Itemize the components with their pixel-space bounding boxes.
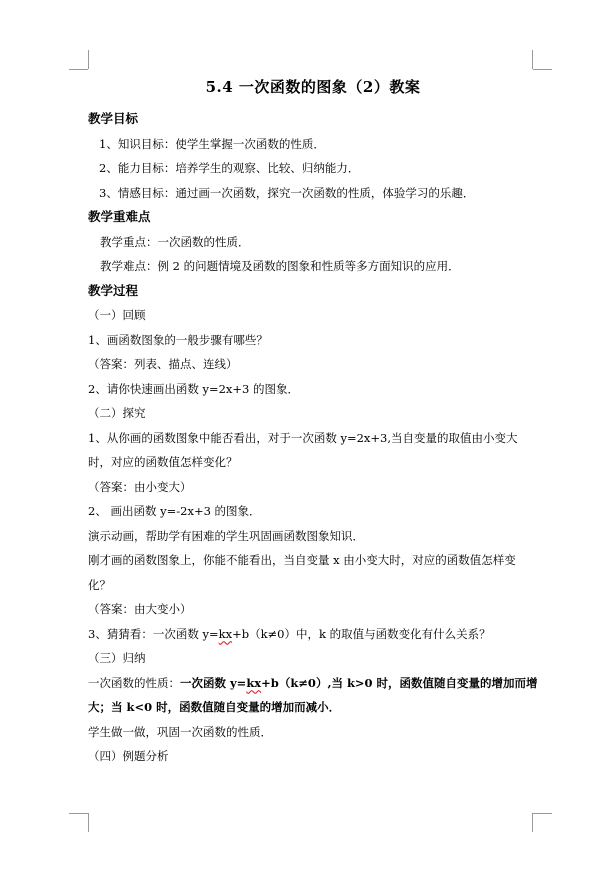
explore-question-3: 刚才画的函数图象上，你能不能看出，当自变量 x 由小变大时，对应的函数值怎样变化？ — [88, 553, 516, 592]
review-question-2: 2、请你快速画出函数 y=2x+3 的图象． — [88, 381, 300, 396]
section-heading-process: 教学过程 — [88, 282, 139, 298]
crop-mark-bottom-left-h — [69, 813, 88, 814]
section-heading-goals: 教学目标 — [88, 111, 139, 126]
explore-question-2: 2、 画出函数 y=-2x+3 的图象． — [88, 504, 261, 518]
crop-mark-top-right-h — [533, 69, 552, 70]
goal-item-2: 2、能力目标：培养学生的观察、比较、归纳能力． — [99, 161, 360, 175]
explore-question-4 — [88, 622, 538, 647]
summary-practice: 学生做一做，巩固一次函数的性质． — [88, 724, 272, 739]
subsection-summary: （三）归纳 — [88, 651, 146, 665]
guess-kx: kx — [218, 626, 233, 641]
subsection-examples: （四）例题分析 — [88, 749, 169, 763]
crop-mark-top-left-h — [69, 69, 88, 70]
crop-mark-top-left-v — [88, 50, 89, 69]
document-body — [88, 76, 538, 769]
explore-question-1: 1、从你画的函数图象中能否看出，对于一次函数 y=2x+3,当自变量的取值由小变大时，对应的函数值怎样变化？ — [88, 430, 518, 469]
crop-mark-top-right-v — [532, 50, 533, 69]
property-text-b: +b（k≠0）,当 k>0 时，函数值随自变量的增加而增大；当 k<0 时，函数值随自变量的增加而减小． — [88, 675, 538, 714]
subsection-explore: （二）探究 — [88, 406, 146, 420]
summary-property — [88, 671, 538, 720]
explore-answer-1: （答案：由小变大） — [88, 479, 192, 494]
review-answer-1: （答案：列表、描点、连线） — [88, 357, 238, 371]
explore-answer-2: （答案：由大变小） — [88, 602, 192, 616]
crop-mark-bottom-right-h — [533, 813, 552, 814]
goal-item-3: 3、情感目标：通过画一次函数，探究一次函数的性质，体验学习的乐趣． — [99, 185, 475, 200]
crop-mark-bottom-left-v — [88, 813, 89, 832]
difficult-point-item: 教学难点：例 2 的问题情境及函数的图象和性质等多方面知识的应用． — [100, 259, 460, 273]
crop-mark-bottom-right-v — [532, 813, 533, 832]
property-label: 一次函数的性质： — [88, 675, 180, 690]
key-point-item: 教学重点：一次函数的性质． — [100, 234, 250, 249]
section-heading-key-points: 教学重难点 — [88, 209, 151, 224]
review-question-1: 1、画函数图象的一般步骤有哪些？ — [88, 332, 268, 347]
property-kx: kx — [246, 675, 262, 690]
explore-note: 演示动画，帮助学有困难的学生巩固画函数图象知识． — [88, 528, 364, 543]
guess-text-b: +b（k≠0）中，k 的取值与函数变化有什么关系？ — [232, 626, 491, 641]
subsection-review: （一）回顾 — [88, 308, 146, 322]
guess-text-a: 3、猜猜看：一次函数 y= — [88, 626, 219, 641]
property-text-a: 一次函数 y= — [180, 675, 247, 690]
page-title: 5.4 一次函数的图象（2）教案 — [205, 78, 421, 96]
goal-item-1: 1、知识目标：使学生掌握一次函数的性质． — [99, 136, 325, 151]
